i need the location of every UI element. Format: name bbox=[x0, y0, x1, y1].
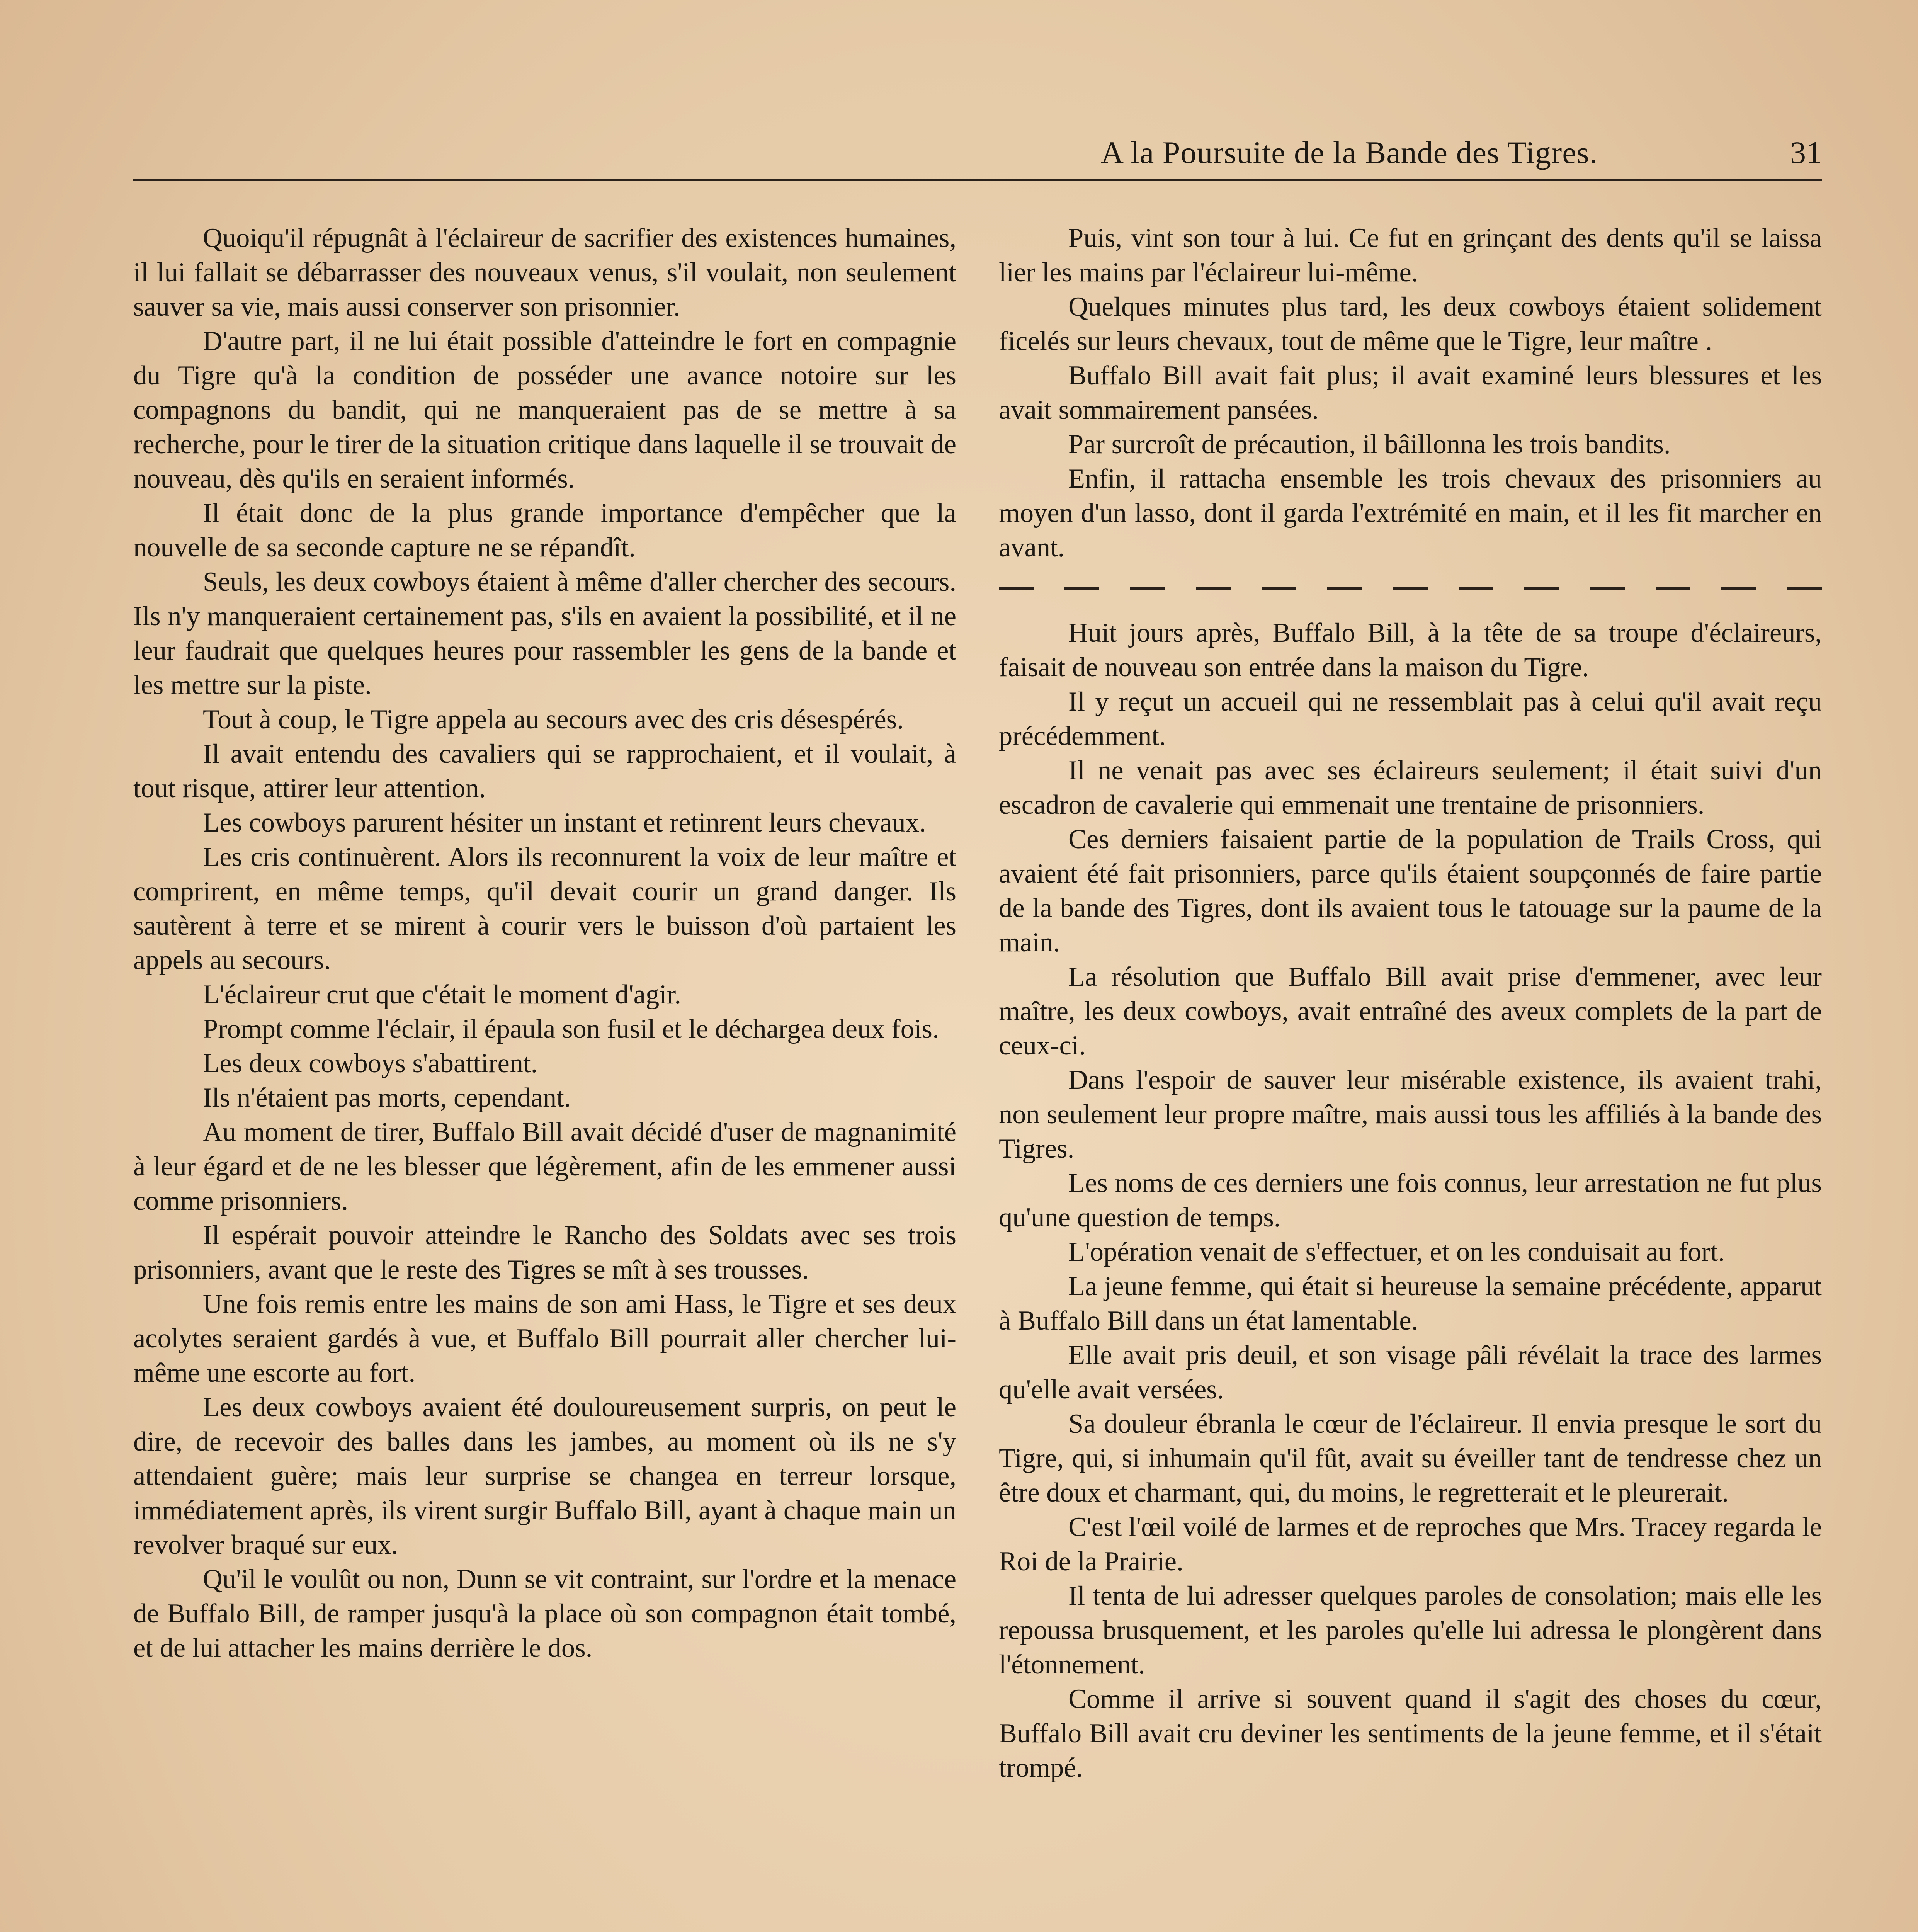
paragraph: Au moment de tirer, Buffalo Bill avait décidé d'user de magnanimité à leur égard et de ne les blesser que légèrement, afin de les emmener aussi comme prisonniers. bbox=[133, 1117, 956, 1216]
paragraph: Une fois remis entre les mains de son ami Hass, le Tigre et ses deux acolytes seraient gardés à vue, et Buffalo Bill pourrait aller chercher lui-même une escorte au fort. bbox=[133, 1289, 956, 1388]
paragraph: Les deux cowboys avaient été douloureusement surpris, on peut le dire, de recevoir des balles dans les jambes, au moment où ils ne s'y attendaient guère; mais leur surprise se changea en terreur lorsque, immédiatement après, ils virent surgir Buffalo Bill, ayant à chaque main un revolver braqué sur eux. bbox=[133, 1392, 956, 1560]
dash bbox=[1524, 587, 1559, 590]
paragraph: Par surcroît de précaution, il bâillonna les trois bandits. bbox=[1068, 429, 1671, 459]
paragraph: Il espérait pouvoir atteindre le Rancho des Soldats avec ses trois prisonniers, avant que le reste des Tigres se mît à ses trousses. bbox=[133, 1220, 956, 1285]
dash bbox=[999, 587, 1034, 590]
paragraph: Les noms de ces derniers une fois connus, leur arrestation ne fut plus qu'une question de temps. bbox=[999, 1168, 1822, 1233]
paragraph: Les cris continuèrent. Alors ils reconnurent la voix de leur maître et comprirent, en même temps, qu'il devait courir un grand danger. Ils sautèrent à terre et se mirent à courir vers le buisson d'où partaient les appels au secours. bbox=[133, 842, 956, 975]
paragraph: Puis, vint son tour à lui. Ce fut en grinçant des dents qu'il se laissa lier les mains par l'éclaireur lui-même. bbox=[999, 223, 1822, 287]
dash bbox=[1721, 587, 1756, 590]
dash bbox=[1393, 587, 1428, 590]
paragraph: Seuls, les deux cowboys étaient à même d'aller chercher des secours. Ils n'y manqueraient certainement pas, s'ils en avaient la possibilité, et il ne leur faudrait que quelques heures pour rassembler les gens de la bande et les mettre sur la piste. bbox=[133, 567, 956, 700]
paragraph: D'autre part, il ne lui était possible d'atteindre le fort en compagnie du Tigre qu'à la condition de posséder une avance notoire sur les compagnons du bandit, qui ne manqueraient pas de se mettre à sa recherche, pour le tirer de la situation critique dans laquelle il se trouvait de nouveau, dès qu'ils en seraient informés. bbox=[133, 326, 956, 494]
paragraph: Enfin, il rattacha ensemble les trois chevaux des prisonniers au moyen d'un lasso, dont il garda l'extrémité en main, et il les fit marcher en avant. bbox=[999, 464, 1822, 563]
dash bbox=[1327, 587, 1362, 590]
dash bbox=[1590, 587, 1625, 590]
paragraph: Quelques minutes plus tard, les deux cowboys étaient solidement ficelés sur leurs chevaux, tout de même que le Tigre, leur maître . bbox=[999, 292, 1822, 356]
header-title: A la Poursuite de la Bande des Tigres. bbox=[1100, 135, 1598, 170]
dash bbox=[1787, 587, 1822, 590]
paragraph: L'éclaireur crut que c'était le moment d'agir. bbox=[203, 980, 682, 1010]
paragraph: Les deux cowboys s'abattirent. bbox=[203, 1048, 538, 1078]
dash bbox=[1656, 587, 1690, 590]
left-column bbox=[133, 221, 956, 1665]
paragraph: Qu'il le voulût ou non, Dunn se vit contraint, sur l'ordre et la menace de Buffalo Bill, de ramper jusqu'à la place où son compagnon était tombé, et de lui attacher les mains derrière le dos. bbox=[133, 1564, 956, 1663]
paragraph: Les cowboys parurent hésiter un instant et retinrent leurs chevaux. bbox=[203, 808, 926, 838]
dash bbox=[1130, 587, 1165, 590]
paragraph: Il tenta de lui adresser quelques paroles de consolation; mais elle les repoussa brusquement, et les paroles qu'elle lui adressa le plongèrent dans l'étonnement. bbox=[999, 1581, 1822, 1680]
dash bbox=[1459, 587, 1493, 590]
dash bbox=[1196, 587, 1231, 590]
paragraph: Quoiqu'il répugnât à l'éclaireur de sacrifier des existences humaines, il lui fallait se débarrasser des nouveaux venus, s'il voulait, non seulement sauver sa vie, mais aussi conserver son prisonnier. bbox=[133, 223, 956, 322]
paragraph: Comme il arrive si souvent quand il s'agit des choses du cœur, Buffalo Bill avait cru deviner les sentiments de la jeune femme, et il s'était trompé. bbox=[999, 1684, 1822, 1783]
paragraph: Tout à coup, le Tigre appela au secours avec des cris désespérés. bbox=[203, 704, 904, 735]
paragraph: Dans l'espoir de sauver leur misérable existence, ils avaient trahi, non seulement leur propre maître, mais aussi tous les affiliés à la bande des Tigres. bbox=[999, 1065, 1822, 1164]
paragraph: Elle avait pris deuil, et son visage pâli révélait la trace des larmes qu'elle avait versées. bbox=[999, 1340, 1822, 1405]
paragraph: Il ne venait pas avec ses éclaireurs seulement; il était suivi d'un escadron de cavalerie qui emmenait une trentaine de prisonniers. bbox=[999, 755, 1822, 820]
paragraph: La résolution que Buffalo Bill avait prise d'emmener, avec leur maître, les deux cowboys, avait entraîné des aveux complets de la part de ceux-ci. bbox=[999, 962, 1822, 1061]
paragraph: Il avait entendu des cavaliers qui se rapprochaient, et il voulait, à tout risque, attirer leur attention. bbox=[133, 739, 956, 803]
paragraph: Ils n'étaient pas morts, cependant. bbox=[203, 1083, 571, 1113]
paragraph: Il était donc de la plus grande importance d'empêcher que la nouvelle de sa seconde capture ne se répandît. bbox=[133, 498, 956, 563]
section-break-dashes bbox=[999, 580, 1822, 596]
dash bbox=[1262, 587, 1296, 590]
header-rule bbox=[133, 179, 1822, 181]
paragraph: Sa douleur ébranla le cœur de l'éclaireur. Il envia presque le sort du Tigre, qui, si inhumain qu'il fût, avait su éveiller tant de tendresse chez un être doux et charmant, qui, du moins, le regretterait et le pleurerait. bbox=[999, 1409, 1822, 1508]
paragraph: L'opération venait de s'effectuer, et on les conduisait au fort. bbox=[1068, 1237, 1725, 1267]
dash bbox=[1064, 587, 1099, 590]
paragraph: Prompt comme l'éclair, il épaula son fusil et le déchargea deux fois. bbox=[203, 1014, 939, 1044]
paragraph: Il y reçut un accueil qui ne ressemblait pas à celui qu'il avait reçu précédemment. bbox=[999, 687, 1822, 751]
page-number: 31 bbox=[1790, 135, 1822, 170]
paragraph: La jeune femme, qui était si heureuse la semaine précédente, apparut à Buffalo Bill dans un état lamentable. bbox=[999, 1271, 1822, 1336]
paragraph: C'est l'œil voilé de larmes et de reproches que Mrs. Tracey regarda le Roi de la Prairie. bbox=[999, 1512, 1822, 1577]
paragraph: Huit jours après, Buffalo Bill, à la tête de sa troupe d'éclaireurs, faisait de nouveau son entrée dans la maison du Tigre. bbox=[999, 618, 1822, 682]
paragraph: Buffalo Bill avait fait plus; il avait examiné leurs blessures et les avait sommairement pansées. bbox=[999, 361, 1822, 425]
right-column bbox=[999, 221, 1822, 1785]
paragraph: Ces derniers faisaient partie de la population de Trails Cross, qui avaient été fait prisonniers, parce qu'ils étaient soupçonnés de faire partie de la bande des Tigres, dont ils avaient tous le tatouage sur la paume de la main. bbox=[999, 824, 1822, 957]
running-header bbox=[133, 131, 1822, 174]
